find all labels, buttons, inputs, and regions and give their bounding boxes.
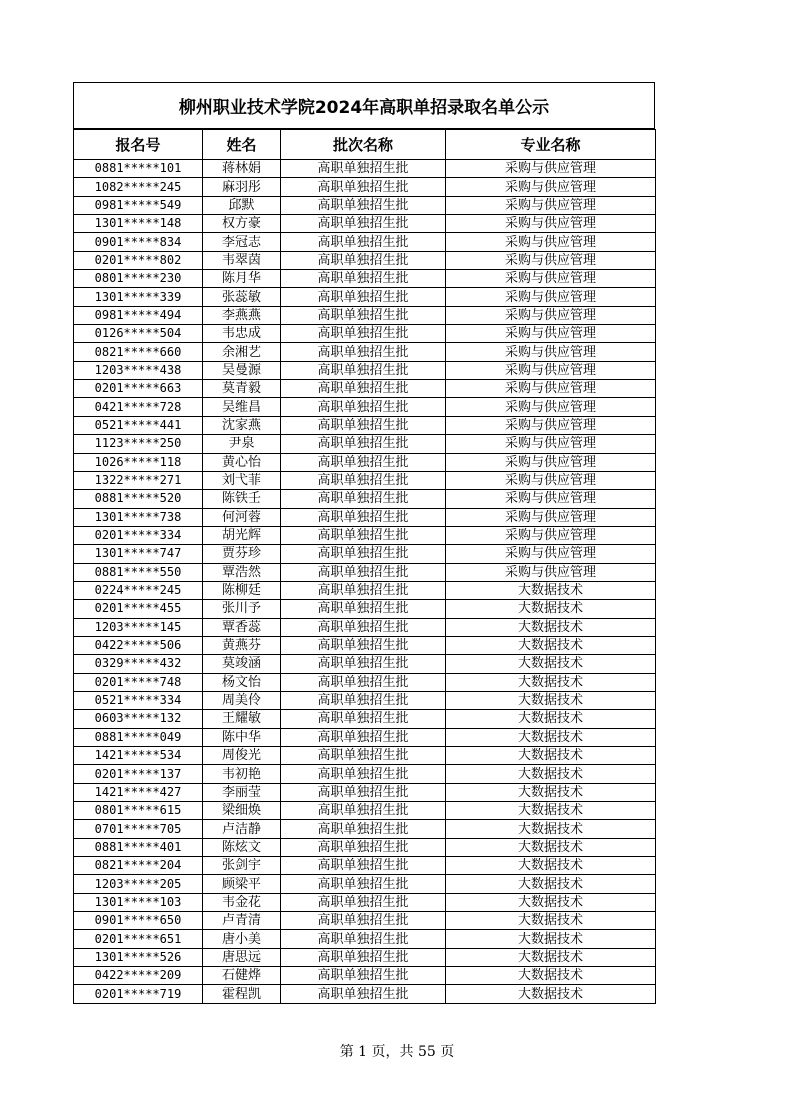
major-cell: 大数据技术 <box>446 581 656 599</box>
batch-cell: 高职单独招生批 <box>281 526 446 544</box>
major-cell: 采购与供应管理 <box>446 178 656 196</box>
batch-cell: 高职单独招生批 <box>281 160 446 178</box>
major-cell: 采购与供应管理 <box>446 251 656 269</box>
registration-number-cell: 0201*****334 <box>74 526 203 544</box>
major-cell: 大数据技术 <box>446 783 656 801</box>
batch-cell: 高职单独招生批 <box>281 398 446 416</box>
major-cell: 大数据技术 <box>446 875 656 893</box>
major-cell: 采购与供应管理 <box>446 343 656 361</box>
name-cell: 黄燕芬 <box>203 636 281 654</box>
table-row <box>74 215 656 233</box>
name-cell: 陈柳廷 <box>203 581 281 599</box>
batch-cell: 高职单独招生批 <box>281 581 446 599</box>
batch-cell: 高职单独招生批 <box>281 251 446 269</box>
batch-cell: 高职单独招生批 <box>281 508 446 526</box>
batch-cell: 高职单独招生批 <box>281 490 446 508</box>
batch-cell: 高职单独招生批 <box>281 471 446 489</box>
name-cell: 陈月华 <box>203 270 281 288</box>
major-cell: 大数据技术 <box>446 600 656 618</box>
table-row <box>74 581 656 599</box>
registration-number-cell: 0881*****520 <box>74 490 203 508</box>
registration-number-cell: 0901*****834 <box>74 233 203 251</box>
major-cell: 采购与供应管理 <box>446 288 656 306</box>
registration-number-cell: 1301*****738 <box>74 508 203 526</box>
major-cell: 大数据技术 <box>446 691 656 709</box>
batch-cell: 高职单独招生批 <box>281 306 446 324</box>
name-cell: 唐小美 <box>203 930 281 948</box>
table-header-row <box>74 130 656 160</box>
batch-cell: 高职单独招生批 <box>281 673 446 691</box>
registration-number-cell: 1082*****245 <box>74 178 203 196</box>
name-cell: 韦金花 <box>203 893 281 911</box>
batch-cell: 高职单独招生批 <box>281 196 446 214</box>
table-row <box>74 783 656 801</box>
major-cell: 采购与供应管理 <box>446 490 656 508</box>
major-cell: 大数据技术 <box>446 893 656 911</box>
table-row <box>74 618 656 636</box>
registration-number-cell: 0224*****245 <box>74 581 203 599</box>
registration-number-cell: 1301*****339 <box>74 288 203 306</box>
batch-cell: 高职单独招生批 <box>281 820 446 838</box>
major-cell: 采购与供应管理 <box>446 526 656 544</box>
registration-number-cell: 0201*****455 <box>74 600 203 618</box>
registration-number-cell: 0201*****663 <box>74 380 203 398</box>
name-cell: 霍程凯 <box>203 985 281 1003</box>
major-cell: 采购与供应管理 <box>446 508 656 526</box>
major-cell: 采购与供应管理 <box>446 325 656 343</box>
major-cell: 采购与供应管理 <box>446 270 656 288</box>
name-cell: 卢青清 <box>203 912 281 930</box>
registration-number-cell: 1301*****747 <box>74 545 203 563</box>
batch-cell: 高职单独招生批 <box>281 563 446 581</box>
major-cell: 大数据技术 <box>446 838 656 856</box>
admission-list-sheet <box>73 82 655 1004</box>
batch-cell: 高职单独招生批 <box>281 618 446 636</box>
table-row <box>74 270 656 288</box>
header-major: 专业名称 <box>446 130 656 160</box>
table-row <box>74 508 656 526</box>
registration-number-cell: 0801*****230 <box>74 270 203 288</box>
batch-cell: 高职单独招生批 <box>281 435 446 453</box>
table-row <box>74 380 656 398</box>
batch-cell: 高职单独招生批 <box>281 783 446 801</box>
name-cell: 莫青毅 <box>203 380 281 398</box>
table-row <box>74 636 656 654</box>
table-row <box>74 453 656 471</box>
table-row <box>74 802 656 820</box>
registration-number-cell: 0981*****494 <box>74 306 203 324</box>
batch-cell: 高职单独招生批 <box>281 270 446 288</box>
table-row <box>74 930 656 948</box>
table-row <box>74 600 656 618</box>
name-cell: 杨文怡 <box>203 673 281 691</box>
registration-number-cell: 0881*****550 <box>74 563 203 581</box>
registration-number-cell: 0881*****049 <box>74 728 203 746</box>
name-cell: 周美伶 <box>203 691 281 709</box>
registration-number-cell: 0201*****748 <box>74 673 203 691</box>
registration-number-cell: 0521*****334 <box>74 691 203 709</box>
name-cell: 李丽莹 <box>203 783 281 801</box>
name-cell: 韦翠茵 <box>203 251 281 269</box>
registration-number-cell: 0521*****441 <box>74 416 203 434</box>
registration-number-cell: 0329*****432 <box>74 655 203 673</box>
registration-number-cell: 0421*****728 <box>74 398 203 416</box>
batch-cell: 高职单独招生批 <box>281 545 446 563</box>
registration-number-cell: 0881*****401 <box>74 838 203 856</box>
name-cell: 周俊光 <box>203 747 281 765</box>
name-cell: 吴维昌 <box>203 398 281 416</box>
major-cell: 采购与供应管理 <box>446 435 656 453</box>
registration-number-cell: 0821*****204 <box>74 857 203 875</box>
table-row <box>74 948 656 966</box>
name-cell: 顾梁平 <box>203 875 281 893</box>
header-batch: 批次名称 <box>281 130 446 160</box>
registration-number-cell: 0422*****506 <box>74 636 203 654</box>
name-cell: 王耀敏 <box>203 710 281 728</box>
table-row <box>74 673 656 691</box>
table-row <box>74 288 656 306</box>
table-row <box>74 160 656 178</box>
header-registration-number: 报名号 <box>74 130 203 160</box>
registration-number-cell: 1301*****103 <box>74 893 203 911</box>
name-cell: 吴曼源 <box>203 361 281 379</box>
table-row <box>74 490 656 508</box>
table-row <box>74 545 656 563</box>
batch-cell: 高职单独招生批 <box>281 178 446 196</box>
name-cell: 贾芬珍 <box>203 545 281 563</box>
registration-number-cell: 1421*****427 <box>74 783 203 801</box>
batch-cell: 高职单独招生批 <box>281 728 446 746</box>
table-row <box>74 526 656 544</box>
major-cell: 采购与供应管理 <box>446 416 656 434</box>
major-cell: 采购与供应管理 <box>446 196 656 214</box>
batch-cell: 高职单独招生批 <box>281 967 446 985</box>
major-cell: 采购与供应管理 <box>446 471 656 489</box>
table-row <box>74 655 656 673</box>
registration-number-cell: 0901*****650 <box>74 912 203 930</box>
table-row <box>74 710 656 728</box>
major-cell: 采购与供应管理 <box>446 215 656 233</box>
batch-cell: 高职单独招生批 <box>281 215 446 233</box>
major-cell: 采购与供应管理 <box>446 361 656 379</box>
batch-cell: 高职单独招生批 <box>281 838 446 856</box>
registration-number-cell: 0981*****549 <box>74 196 203 214</box>
name-cell: 黄心怡 <box>203 453 281 471</box>
batch-cell: 高职单独招生批 <box>281 893 446 911</box>
registration-number-cell: 1203*****438 <box>74 361 203 379</box>
name-cell: 覃香蕊 <box>203 618 281 636</box>
major-cell: 采购与供应管理 <box>446 233 656 251</box>
major-cell: 大数据技术 <box>446 765 656 783</box>
batch-cell: 高职单独招生批 <box>281 747 446 765</box>
batch-cell: 高职单独招生批 <box>281 875 446 893</box>
name-cell: 陈炫文 <box>203 838 281 856</box>
name-cell: 余湘艺 <box>203 343 281 361</box>
batch-cell: 高职单独招生批 <box>281 416 446 434</box>
admission-table <box>73 129 656 1004</box>
batch-cell: 高职单独招生批 <box>281 691 446 709</box>
name-cell: 张川予 <box>203 600 281 618</box>
name-cell: 李燕燕 <box>203 306 281 324</box>
name-cell: 蒋林娟 <box>203 160 281 178</box>
batch-cell: 高职单独招生批 <box>281 930 446 948</box>
registration-number-cell: 0881*****101 <box>74 160 203 178</box>
batch-cell: 高职单独招生批 <box>281 948 446 966</box>
major-cell: 采购与供应管理 <box>446 398 656 416</box>
name-cell: 覃浩然 <box>203 563 281 581</box>
name-cell: 梁细焕 <box>203 802 281 820</box>
major-cell: 大数据技术 <box>446 857 656 875</box>
table-row <box>74 820 656 838</box>
major-cell: 大数据技术 <box>446 985 656 1003</box>
registration-number-cell: 1026*****118 <box>74 453 203 471</box>
major-cell: 大数据技术 <box>446 967 656 985</box>
table-row <box>74 471 656 489</box>
table-body <box>74 160 656 1004</box>
table-row <box>74 306 656 324</box>
batch-cell: 高职单独招生批 <box>281 802 446 820</box>
major-cell: 大数据技术 <box>446 820 656 838</box>
registration-number-cell: 1123*****250 <box>74 435 203 453</box>
batch-cell: 高职单独招生批 <box>281 361 446 379</box>
name-cell: 陈中华 <box>203 728 281 746</box>
batch-cell: 高职单独招生批 <box>281 600 446 618</box>
header-name: 姓名 <box>203 130 281 160</box>
major-cell: 大数据技术 <box>446 747 656 765</box>
registration-number-cell: 1203*****205 <box>74 875 203 893</box>
table-row <box>74 893 656 911</box>
major-cell: 大数据技术 <box>446 655 656 673</box>
major-cell: 采购与供应管理 <box>446 306 656 324</box>
name-cell: 莫竣涵 <box>203 655 281 673</box>
registration-number-cell: 0422*****209 <box>74 967 203 985</box>
registration-number-cell: 0201*****651 <box>74 930 203 948</box>
major-cell: 采购与供应管理 <box>446 545 656 563</box>
registration-number-cell: 0201*****802 <box>74 251 203 269</box>
batch-cell: 高职单独招生批 <box>281 288 446 306</box>
registration-number-cell: 0701*****705 <box>74 820 203 838</box>
name-cell: 陈铁壬 <box>203 490 281 508</box>
batch-cell: 高职单独招生批 <box>281 343 446 361</box>
table-row <box>74 435 656 453</box>
name-cell: 权方豪 <box>203 215 281 233</box>
name-cell: 李冠志 <box>203 233 281 251</box>
registration-number-cell: 1301*****526 <box>74 948 203 966</box>
registration-number-cell: 1421*****534 <box>74 747 203 765</box>
major-cell: 大数据技术 <box>446 710 656 728</box>
batch-cell: 高职单独招生批 <box>281 912 446 930</box>
batch-cell: 高职单独招生批 <box>281 233 446 251</box>
table-row <box>74 196 656 214</box>
registration-number-cell: 0603*****132 <box>74 710 203 728</box>
name-cell: 刘弋菲 <box>203 471 281 489</box>
name-cell: 胡光辉 <box>203 526 281 544</box>
name-cell: 唐思远 <box>203 948 281 966</box>
major-cell: 大数据技术 <box>446 728 656 746</box>
name-cell: 石健烨 <box>203 967 281 985</box>
batch-cell: 高职单独招生批 <box>281 655 446 673</box>
name-cell: 韦初艳 <box>203 765 281 783</box>
name-cell: 沈家燕 <box>203 416 281 434</box>
batch-cell: 高职单独招生批 <box>281 380 446 398</box>
name-cell: 何河蓉 <box>203 508 281 526</box>
batch-cell: 高职单独招生批 <box>281 857 446 875</box>
registration-number-cell: 1322*****271 <box>74 471 203 489</box>
table-row <box>74 563 656 581</box>
table-row <box>74 233 656 251</box>
table-row <box>74 857 656 875</box>
page-title: 柳州职业技术学院2024年高职单招录取名单公示 <box>73 82 655 129</box>
batch-cell: 高职单独招生批 <box>281 985 446 1003</box>
registration-number-cell: 0126*****504 <box>74 325 203 343</box>
registration-number-cell: 1301*****148 <box>74 215 203 233</box>
table-row <box>74 691 656 709</box>
major-cell: 大数据技术 <box>446 802 656 820</box>
name-cell: 麻羽彤 <box>203 178 281 196</box>
table-row <box>74 361 656 379</box>
name-cell: 韦忠成 <box>203 325 281 343</box>
table-row <box>74 747 656 765</box>
table-row <box>74 398 656 416</box>
table-row <box>74 967 656 985</box>
registration-number-cell: 0801*****615 <box>74 802 203 820</box>
table-row <box>74 325 656 343</box>
major-cell: 采购与供应管理 <box>446 453 656 471</box>
name-cell: 尹泉 <box>203 435 281 453</box>
batch-cell: 高职单独招生批 <box>281 453 446 471</box>
registration-number-cell: 0201*****137 <box>74 765 203 783</box>
major-cell: 大数据技术 <box>446 948 656 966</box>
batch-cell: 高职单独招生批 <box>281 765 446 783</box>
major-cell: 大数据技术 <box>446 930 656 948</box>
major-cell: 大数据技术 <box>446 636 656 654</box>
registration-number-cell: 0821*****660 <box>74 343 203 361</box>
name-cell: 张剑宇 <box>203 857 281 875</box>
major-cell: 采购与供应管理 <box>446 160 656 178</box>
major-cell: 大数据技术 <box>446 618 656 636</box>
major-cell: 采购与供应管理 <box>446 563 656 581</box>
table-row <box>74 875 656 893</box>
name-cell: 张蕊敏 <box>203 288 281 306</box>
table-row <box>74 985 656 1003</box>
table-row <box>74 178 656 196</box>
major-cell: 大数据技术 <box>446 912 656 930</box>
major-cell: 大数据技术 <box>446 673 656 691</box>
name-cell: 卢洁静 <box>203 820 281 838</box>
table-row <box>74 416 656 434</box>
name-cell: 邱默 <box>203 196 281 214</box>
table-row <box>74 728 656 746</box>
batch-cell: 高职单独招生批 <box>281 325 446 343</box>
batch-cell: 高职单独招生批 <box>281 710 446 728</box>
major-cell: 采购与供应管理 <box>446 380 656 398</box>
batch-cell: 高职单独招生批 <box>281 636 446 654</box>
table-row <box>74 343 656 361</box>
page-footer: 第 1 页，共 55 页 <box>339 1044 455 1060</box>
registration-number-cell: 1203*****145 <box>74 618 203 636</box>
table-row <box>74 251 656 269</box>
registration-number-cell: 0201*****719 <box>74 985 203 1003</box>
table-row <box>74 912 656 930</box>
table-row <box>74 838 656 856</box>
table-row <box>74 765 656 783</box>
